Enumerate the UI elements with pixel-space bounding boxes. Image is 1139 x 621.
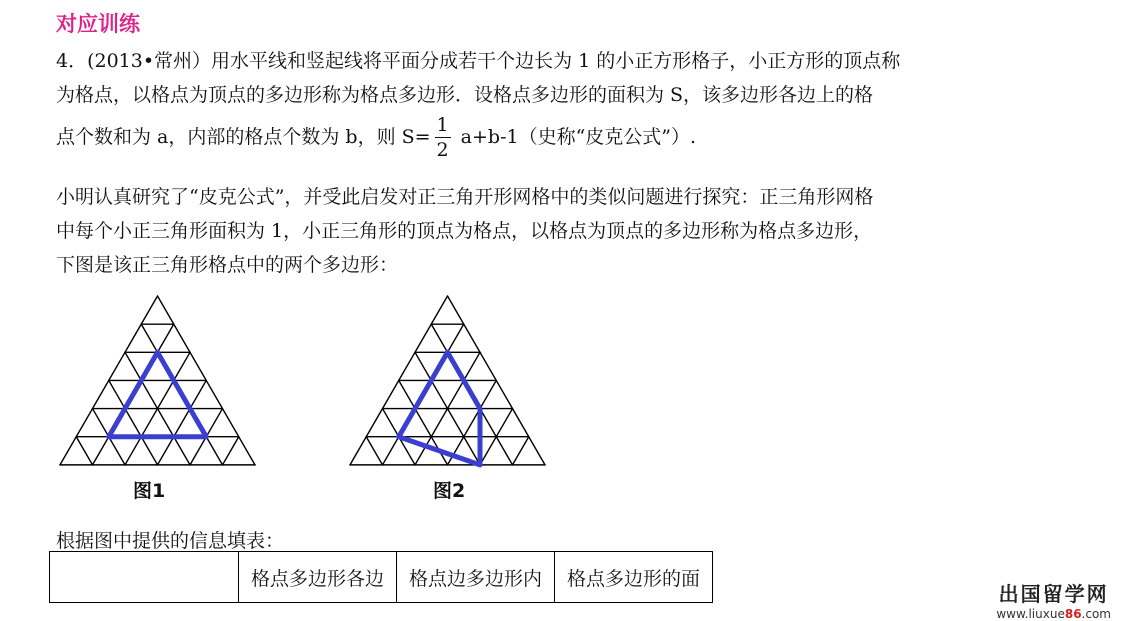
triangle-grid-figure-2 [340,290,550,470]
problem-line-3-after: a+b-1（史称“皮克公式”）. [454,126,697,148]
table-header-cell [50,552,239,603]
watermark [996,578,1111,621]
fraction-one-half [435,116,451,160]
triangle-grid-figure-1 [50,290,260,470]
grid-line [366,437,382,465]
table-header-cell: 格点边多边形内 [397,552,555,603]
lattice-polygon [109,352,207,436]
grid-line [513,437,529,465]
table-row [50,552,713,603]
grid-line [223,437,239,465]
problem-line-6: 下图是该正三角形格点中的两个多边形： [56,254,399,276]
info-table [49,551,713,603]
grid-line [76,437,92,465]
watermark-url [996,607,1111,621]
problem-line-3 [56,116,696,160]
table-header-cell: 格点多边形的面 [555,552,713,603]
problem-line-1: 4．(2013•常州）用水平线和竖起线将平面分成若干个边长为 1 的小正方形格子，小正方形的顶点称 [56,50,901,72]
table-header-cell: 格点多边形各边 [239,552,397,603]
problem-line-4: 小明认真研究了“皮克公式”，并受此启发对正三角开形网格中的类似问题进行探究：正三角形网格 [56,186,874,208]
problem-line-5: 中每个小正三角形面积为 1，小正三角形的顶点为格点，以格点为顶点的多边形称为格点多边形， [56,220,873,242]
fraction-numerator: 1 [436,114,449,136]
watermark-url-highlight: 86 [1064,607,1082,621]
watermark-title: 出国留学网 [998,582,1109,606]
problem-line-2: 为格点，以格点为顶点的多边形称为格点多边形．设格点多边形的面积为 S，该多边形各边上的格 [56,84,874,106]
figure-2-label: 图2 [433,480,466,502]
watermark-url-prefix: www.liuxue [996,607,1065,621]
watermark-url-suffix: .com [1081,607,1111,621]
fraction-denominator: 2 [436,139,449,161]
figure-1-label: 图1 [133,480,166,502]
problem-line-3-before: 点个数和为 a，内部的格点个数为 b，则 S= [56,126,431,148]
section-title: 对应训练 [56,12,140,36]
fill-table-prompt: 根据图中提供的信息填表： [56,530,285,552]
